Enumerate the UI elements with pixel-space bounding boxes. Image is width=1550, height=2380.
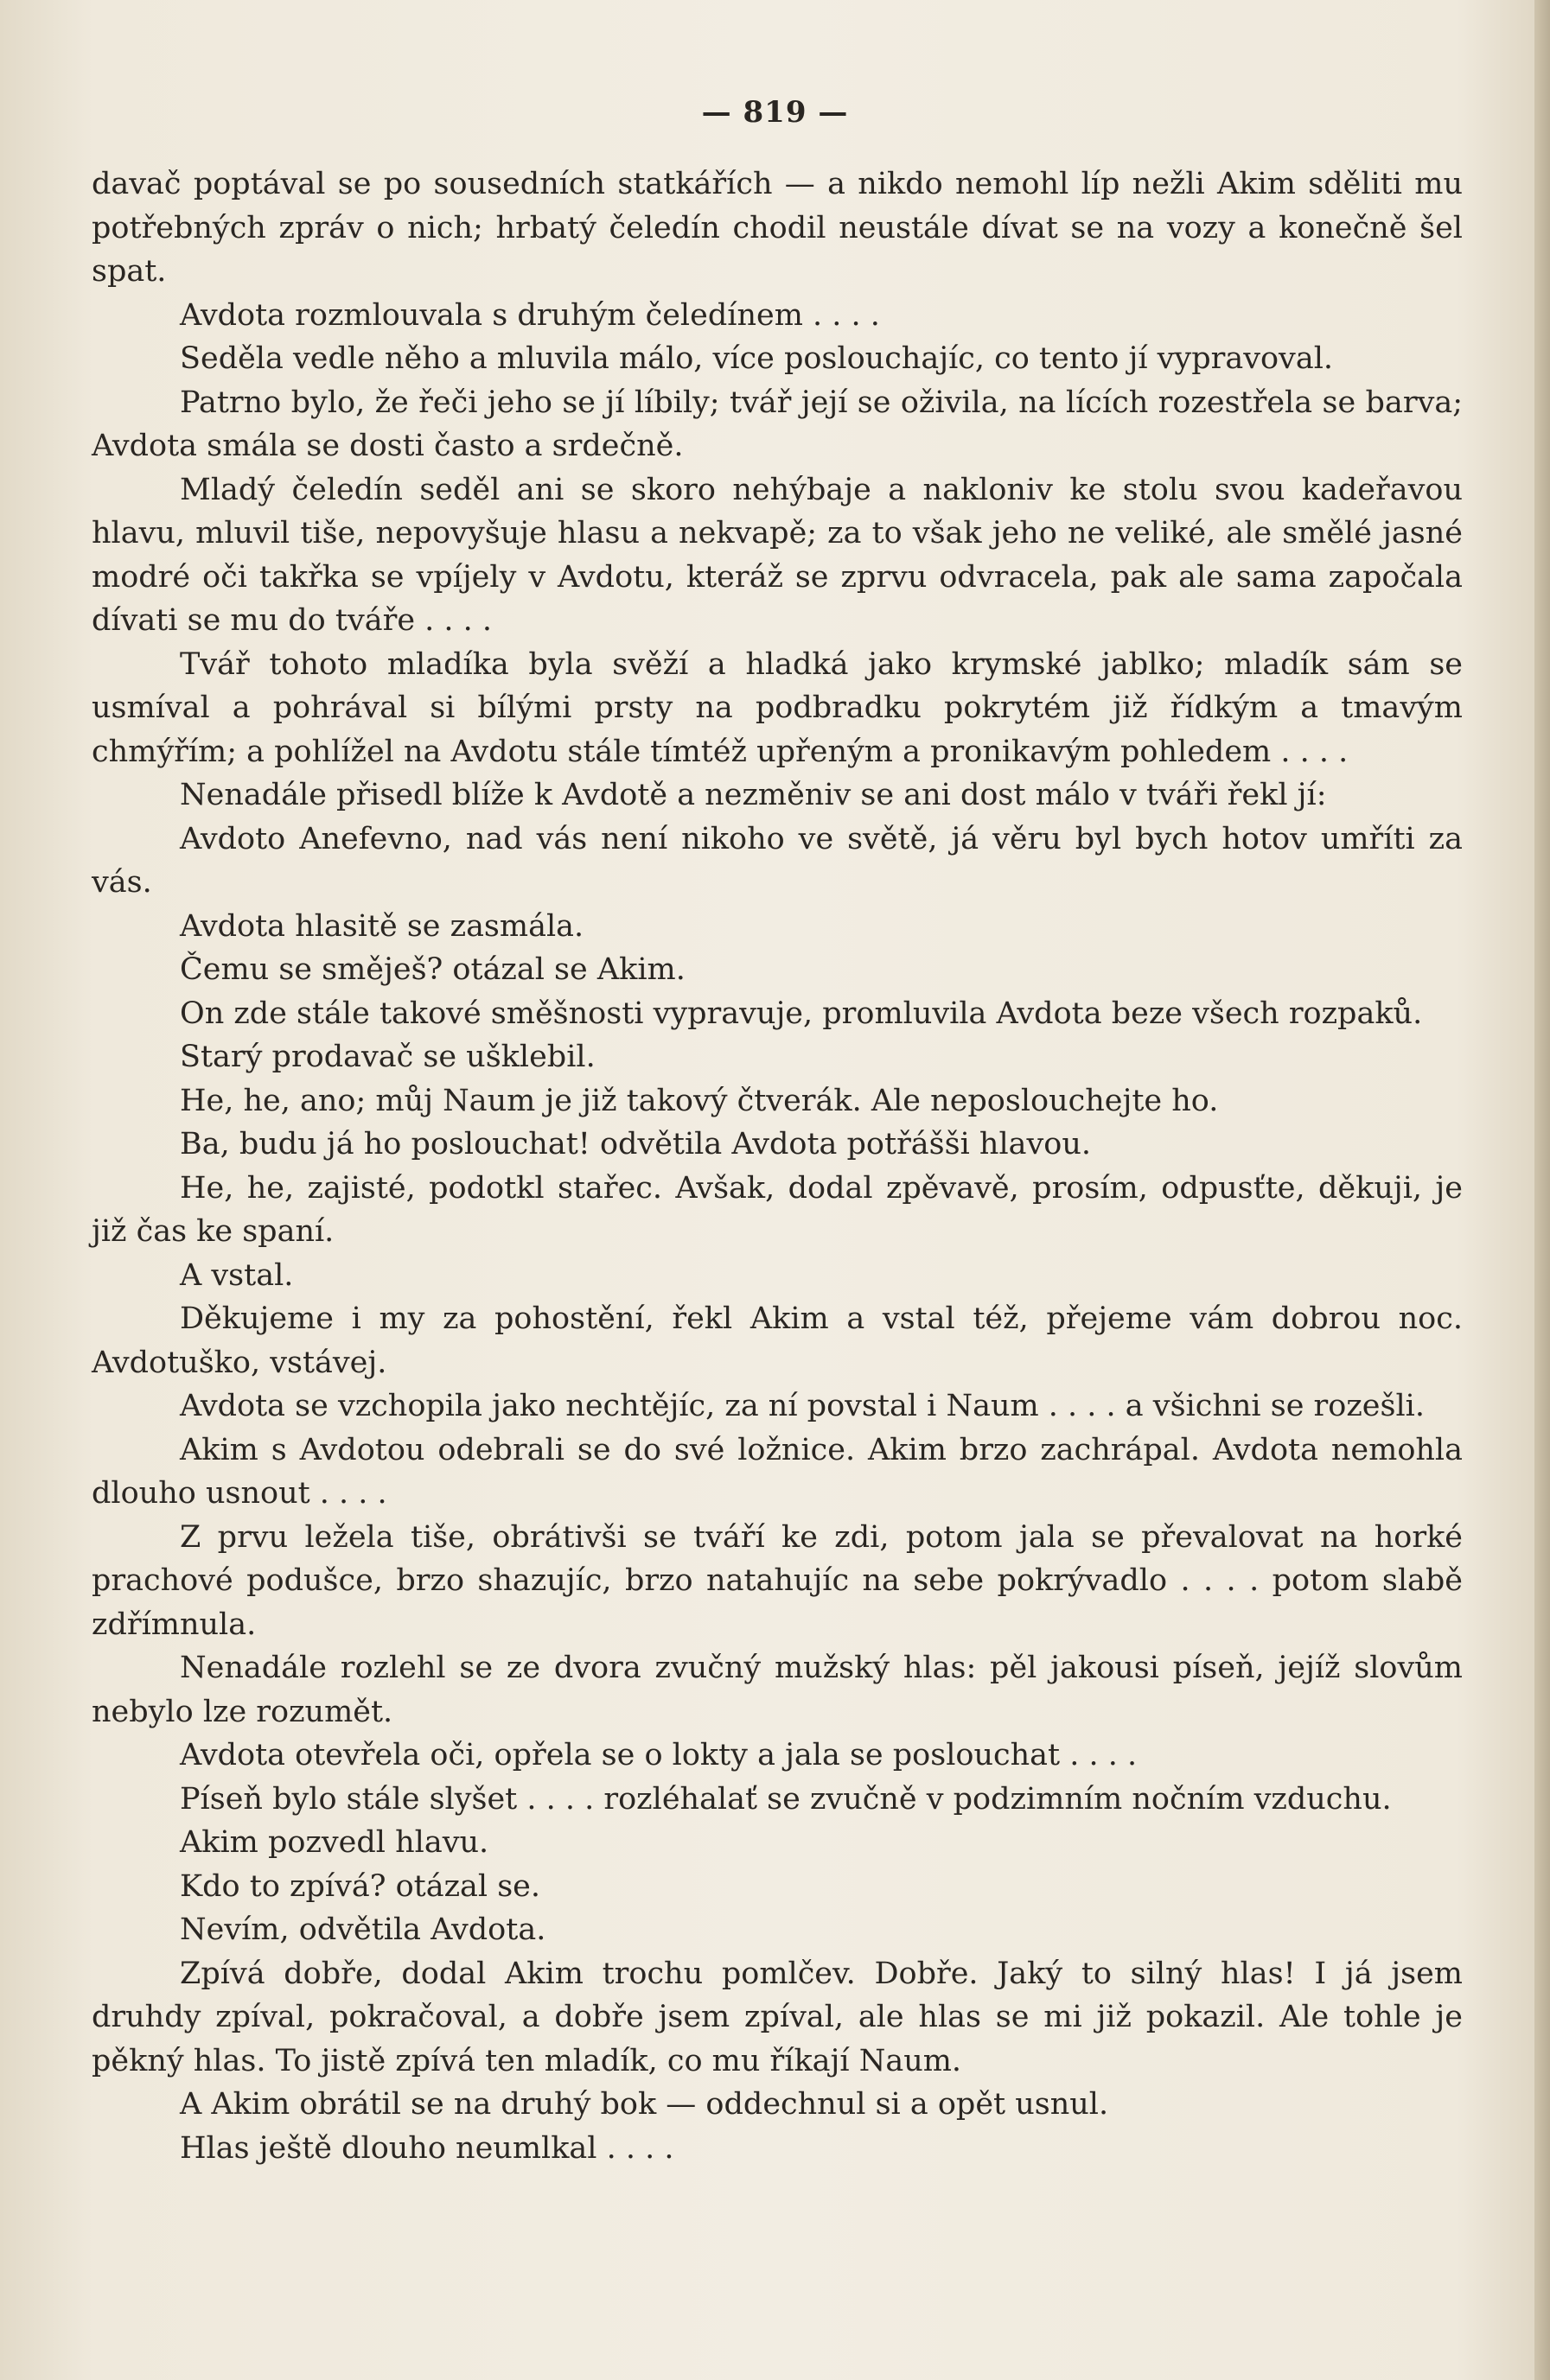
paragraph: Starý prodavač se ušklebil. (180, 1040, 596, 1074)
paragraph: Z prvu ležela tiše, obrátivši se tváří ke zdi, potom jala se převalovat na horké prachové podušce, brzo shazujíc, brzo natahujíc na sebe pokrývadlo . . . . potom slabě zdřímnula. (92, 1519, 1463, 1642)
paragraph: Tvář tohoto mladíka byla svěží a hladká jako krymské jablko; mladík sám se usmíval a pohrával si bílými prsty na podbradku pokrytém již řídkým a tmavým chmýřím; a pohlížel na Avdotu stále tímtéž upřeným a pronikavým pohledem . . . . (92, 646, 1463, 769)
paragraph: Zpívá dobře, dodal Akim trochu pomlčev. Dobře. Jaký to silný hlas! I já jsem druhdy zpíval, pokračoval, a dobře jsem zpíval, ale hlas se mi již pokazil. Ale tohle je pěkný hlas. To jistě zpívá ten mladík, co mu říkají Naum. (92, 1956, 1463, 2078)
paragraph: davač poptával se po sousedních statkářích — a nikdo nemohl líp nežli Akim sděliti mu potřebných zpráv o nich; hrbatý čeledín chodil neustále dívat se na vozy a konečně šel spat. (92, 167, 1463, 289)
paragraph: Avdota rozmlouvala s druhým čeledínem . . . . (180, 297, 880, 333)
paragraph: Akim s Avdotou odebrali se do své ložnice. Akim brzo zachrápal. Avdota nemohla dlouho usnout . . . . (92, 1432, 1463, 1511)
body-text (92, 162, 1463, 2170)
paragraph: Avdota otevřela oči, opřela se o lokty a jala se poslouchat . . . . (180, 1738, 1138, 1772)
paragraph: Hlas ještě dlouho neumlkal . . . . (180, 2130, 674, 2166)
paragraph: A Akim obrátil se na druhý bok — oddechnul si a opět usnul. (180, 2087, 1109, 2122)
paragraph: Děkujeme i my za pohostění, řekl Akim a vstal též, přejeme vám dobrou noc. Avdotuško, vstávej. (92, 1301, 1463, 1380)
paragraph: Nenadále rozlehl se ze dvora zvučný mužský hlas: pěl jakousi píseň, jejíž slovům nebylo lze rozumět. (92, 1651, 1463, 1729)
page-number-header: — 819 — (701, 95, 849, 130)
paragraph: Akim pozvedl hlavu. (180, 1825, 489, 1860)
page-edge-shadow (1534, 0, 1550, 2380)
paragraph: Avdota se vzchopila jako nechtějíc, za ní povstal i Naum . . . . a všichni se rozešli. (180, 1389, 1425, 1423)
paragraph: Čemu se směješ? otázal se Akim. (180, 952, 686, 987)
paragraph: Nenadále přisedl blíže k Avdotě a nezměniv se ani dost málo v tváři řekl jí: (180, 778, 1327, 812)
paragraph: Patrno bylo, že řeči jeho se jí líbily; tvář její se oživila, na lících rozestřela se barva; Avdota smála se dosti často a srdečně. (92, 385, 1463, 463)
paragraph: On zde stále takové směšnosti vypravuje, promluvila Avdota beze všech rozpaků. (180, 996, 1423, 1031)
paragraph: Seděla vedle něho a mluvila málo, více poslouchajíc, co tento jí vypravoval. (180, 341, 1334, 376)
paragraph: He, he, ano; můj Naum je již takový čtverák. Ale neposlouchejte ho. (180, 1083, 1219, 1118)
paragraph: Mladý čeledín seděl ani se skoro nehýbaje a nakloniv ke stolu svou kadeřavou hlavu, mluvil tiše, nepovyšuje hlasu a nekvapě; za to však jeho ne veliké, ale smělé jasné modré oči takřka se vpíjely v Avdotu, kteráž se zprvu odvracela, pak ale sama započala dívati se mu do tváře . . . . (92, 472, 1463, 638)
paragraph: Nevím, odvětila Avdota. (180, 1912, 546, 1947)
paragraph: Kdo to zpívá? otázal se. (180, 1868, 541, 1904)
paragraph: He, he, zajisté, podotkl stařec. Avšak, dodal zpěvavě, prosím, odpusťte, děkuji, je již čas ke spaní. (92, 1170, 1463, 1249)
paragraph: Avdota hlasitě se zasmála. (180, 908, 584, 944)
paragraph: Ba, budu já ho poslouchat! odvětila Avdota potřášši hlavou. (180, 1127, 1092, 1161)
paragraph: Píseň bylo stále slyšet . . . . rozléhalať se zvučně v podzimním nočním vzduchu. (180, 1781, 1392, 1817)
paragraph: A vstal. (180, 1257, 294, 1293)
paragraph: Avdoto Anefevno, nad vás není nikoho ve světě, já věru byl bych hotov umříti za vás. (92, 821, 1463, 900)
